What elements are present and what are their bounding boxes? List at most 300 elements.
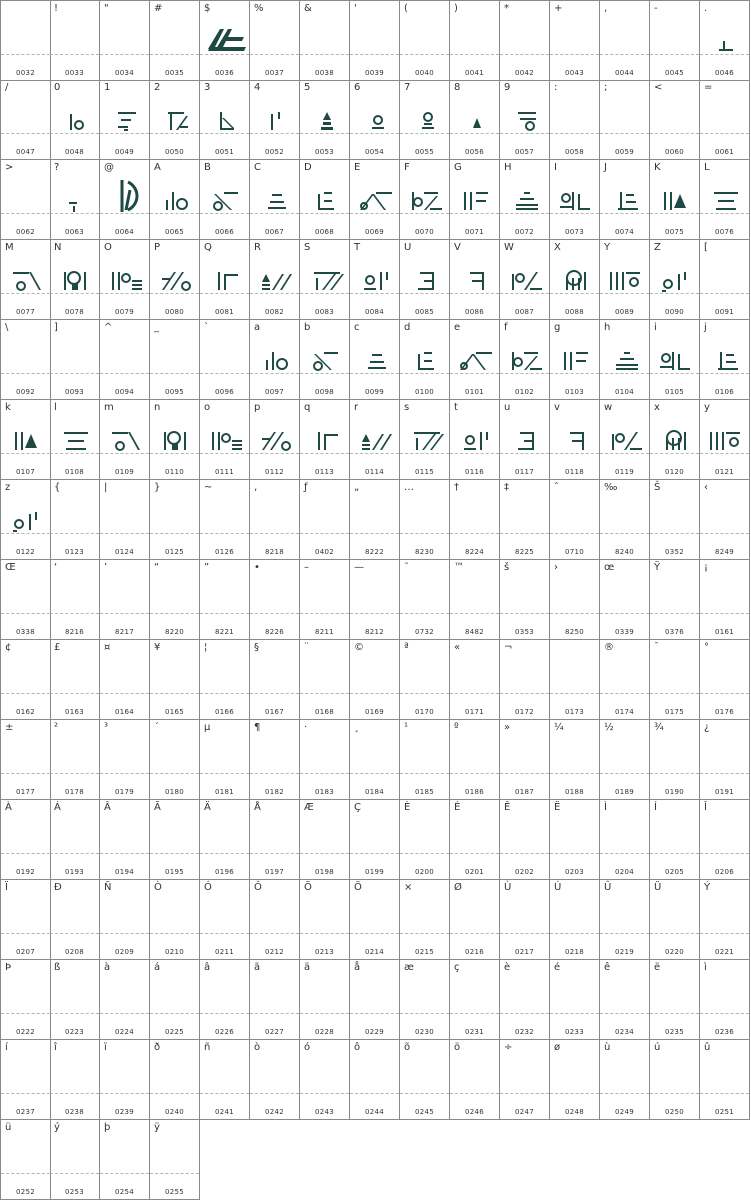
glyph-stroke — [112, 432, 128, 434]
glyph-code-label: 0067 — [264, 228, 284, 236]
glyph-code-label: 0243 — [314, 1108, 334, 1116]
glyph-cell — [50, 640, 100, 720]
glyph-stroke — [730, 438, 738, 446]
baseline-guide — [1, 533, 50, 534]
glyph-stroke — [318, 194, 320, 210]
glyph-code-label: 0376 — [664, 628, 684, 636]
glyph-cell — [500, 400, 550, 480]
glyph-cell — [50, 800, 100, 880]
glyph-stroke — [84, 272, 86, 290]
glyph-stroke — [716, 208, 736, 210]
glyph-character-label: E — [354, 162, 361, 173]
baseline-guide — [550, 933, 599, 934]
baseline-guide — [600, 773, 649, 774]
baseline-guide — [700, 1093, 749, 1094]
glyph-character-label: s — [404, 402, 410, 413]
glyph-cell — [550, 0, 600, 81]
glyph-cell — [500, 960, 550, 1040]
baseline-guide — [1, 773, 50, 774]
glyph-cell — [250, 720, 300, 800]
glyph-cell — [350, 480, 400, 560]
font-glyph-preview — [306, 418, 346, 452]
baseline-guide — [200, 453, 249, 454]
baseline-guide — [600, 373, 649, 374]
glyph-code-label: 0180 — [164, 788, 184, 796]
glyph-stroke — [262, 274, 270, 282]
glyph-cell — [150, 560, 200, 640]
glyph-code-label: 8224 — [464, 548, 484, 556]
glyph-cell — [50, 320, 100, 400]
glyph-stroke — [572, 278, 574, 290]
glyph-code-label: 8222 — [364, 548, 384, 556]
glyph-cell — [300, 960, 350, 1040]
glyph-code-label: 0169 — [364, 708, 384, 716]
glyph-cell — [100, 880, 150, 960]
glyph-code-label: 0047 — [15, 148, 35, 156]
baseline-guide — [1, 1173, 50, 1174]
glyph-character-label: ó — [304, 1042, 311, 1053]
baseline-guide — [400, 293, 449, 294]
font-glyph-preview — [206, 418, 246, 452]
glyph-code-label: 0117 — [514, 468, 534, 476]
baseline-guide — [550, 54, 599, 55]
baseline-guide — [300, 1013, 349, 1014]
glyph-code-label: 0086 — [464, 308, 484, 316]
glyph-cell — [550, 960, 600, 1040]
baseline-guide — [400, 613, 449, 614]
glyph-character-label: ¸ — [354, 722, 359, 733]
baseline-guide — [450, 54, 499, 55]
glyph-stroke — [562, 194, 570, 202]
baseline-guide — [250, 213, 299, 214]
glyph-stroke — [422, 434, 436, 450]
glyph-code-label: 0239 — [114, 1108, 134, 1116]
glyph-cell — [650, 480, 700, 560]
glyph-character-label: ± — [5, 722, 14, 733]
glyph-stroke — [15, 432, 17, 450]
baseline-guide — [550, 213, 599, 214]
glyph-cell — [650, 320, 700, 400]
glyph-stroke — [70, 114, 72, 130]
glyph-cell — [650, 240, 700, 320]
glyph-code-label: 0171 — [464, 708, 484, 716]
glyph-cell — [600, 480, 650, 560]
baseline-guide — [600, 853, 649, 854]
glyph-stroke — [620, 192, 622, 210]
glyph-cell — [550, 720, 600, 800]
glyph-code-label: 8221 — [214, 628, 234, 636]
glyph-cell — [0, 320, 51, 400]
glyph-character-label: I — [554, 162, 557, 173]
glyph-code-label: 0164 — [114, 708, 134, 716]
glyph-code-label: 0054 — [364, 148, 384, 156]
glyph-code-label: 0249 — [614, 1108, 634, 1116]
font-glyph-preview — [156, 418, 196, 452]
glyph-stroke — [277, 359, 287, 369]
glyph-character-label: ù — [604, 1042, 611, 1053]
glyph-code-label: 0077 — [15, 308, 35, 316]
glyph-character-label: F — [404, 162, 410, 173]
glyph-cell — [0, 640, 51, 720]
glyph-character-label: œ — [604, 562, 615, 573]
glyph-code-label: 0062 — [15, 228, 35, 236]
glyph-stroke — [380, 272, 382, 290]
baseline-guide — [350, 213, 399, 214]
glyph-stroke — [72, 284, 78, 290]
glyph-character-label: X — [554, 242, 561, 253]
glyph-cell — [0, 880, 51, 960]
glyph-stroke — [168, 112, 184, 114]
glyph-stroke — [272, 352, 274, 370]
baseline-guide — [150, 133, 199, 134]
baseline-guide — [700, 933, 749, 934]
baseline-guide — [500, 54, 549, 55]
baseline-guide — [450, 533, 499, 534]
glyph-character-label: ¥ — [154, 642, 161, 653]
glyph-character-label: o — [204, 402, 211, 413]
glyph-stroke — [476, 352, 492, 354]
glyph-stroke — [170, 114, 172, 130]
baseline-guide — [150, 693, 199, 694]
glyph-code-label: 0105 — [664, 388, 684, 396]
glyph-cell — [50, 880, 100, 960]
glyph-cell — [650, 80, 700, 160]
glyph-stroke — [719, 49, 733, 51]
glyph-character-label: ® — [604, 642, 614, 653]
glyph-cell — [200, 800, 250, 880]
glyph-character-label: . — [704, 3, 708, 14]
glyph-code-label: 0251 — [714, 1108, 734, 1116]
baseline-guide — [650, 853, 699, 854]
glyph-character-label: b — [304, 322, 311, 333]
glyph-code-label: 0185 — [414, 788, 434, 796]
glyph-code-label: 0221 — [714, 948, 734, 956]
glyph-cell — [100, 400, 150, 480]
glyph-code-label: 0253 — [64, 1188, 84, 1196]
baseline-guide — [200, 693, 249, 694]
glyph-stroke — [714, 192, 738, 194]
baseline-guide — [150, 54, 199, 55]
glyph-character-label: … — [404, 482, 414, 493]
glyph-code-label: 0089 — [614, 308, 634, 316]
glyph-character-label: Ÿ — [654, 562, 661, 573]
font-glyph-preview — [106, 178, 146, 212]
glyph-cell — [700, 880, 750, 960]
baseline-guide — [500, 453, 549, 454]
baseline-guide — [450, 1013, 499, 1014]
glyph-stroke — [424, 196, 438, 210]
glyph-cell — [500, 1040, 550, 1120]
glyph-cell — [400, 560, 450, 640]
glyph-stroke — [224, 192, 238, 194]
glyph-character-label: û — [704, 1042, 711, 1053]
glyph-code-label: 0093 — [64, 388, 84, 396]
glyph-cell — [500, 480, 550, 560]
glyph-stroke — [520, 432, 534, 434]
glyph-stroke — [372, 127, 384, 129]
glyph-cell — [200, 480, 250, 560]
glyph-stroke — [664, 280, 672, 288]
glyph-code-label: 0190 — [664, 788, 684, 796]
glyph-character-label: > — [5, 162, 14, 173]
baseline-guide — [50, 853, 99, 854]
glyph-code-label: 0183 — [314, 788, 334, 796]
glyph-code-label: 0078 — [64, 308, 84, 316]
glyph-code-label: 0124 — [114, 548, 134, 556]
glyph-cell — [150, 0, 200, 81]
glyph-character-label: £ — [54, 642, 61, 653]
glyph-character-label: i — [654, 322, 657, 333]
font-glyph-preview — [606, 338, 646, 372]
glyph-character-label: © — [354, 642, 364, 653]
glyph-character-label: » — [504, 722, 511, 733]
glyph-cell — [0, 80, 51, 160]
baseline-guide — [1, 373, 50, 374]
glyph-stroke — [418, 368, 434, 370]
glyph-cell — [550, 640, 600, 720]
glyph-code-label: 0170 — [414, 708, 434, 716]
baseline-guide — [200, 1093, 249, 1094]
glyph-code-label: 0040 — [414, 69, 434, 77]
glyph-character-label: _ — [154, 322, 159, 333]
glyph-code-label: 0237 — [15, 1108, 35, 1116]
glyph-stroke — [576, 352, 588, 354]
glyph-character-label: ò — [254, 1042, 261, 1053]
glyph-character-label: Ç — [354, 802, 361, 813]
glyph-character-label: µ — [204, 722, 211, 733]
glyph-cell — [100, 320, 150, 400]
glyph-code-label: 0070 — [414, 228, 434, 236]
font-glyph-preview — [456, 418, 496, 452]
glyph-character-label: ? — [54, 162, 60, 173]
glyph-character-label: d — [404, 322, 411, 333]
baseline-guide — [500, 693, 549, 694]
glyph-code-label: 0174 — [614, 708, 634, 716]
baseline-guide — [250, 533, 299, 534]
glyph-character-label: Ú — [554, 882, 562, 893]
glyph-cell — [350, 0, 400, 81]
glyph-cell — [600, 160, 650, 240]
glyph-stroke — [370, 361, 384, 363]
glyph-code-label: 0207 — [15, 948, 35, 956]
glyph-cell — [550, 480, 600, 560]
glyph-cell — [350, 720, 400, 800]
glyph-cell — [150, 880, 200, 960]
baseline-guide — [1, 933, 50, 934]
glyph-stroke — [630, 448, 642, 450]
glyph-code-label: 0187 — [514, 788, 534, 796]
glyph-stroke — [470, 192, 472, 210]
glyph-character-label: { — [54, 482, 61, 493]
glyph-stroke — [321, 127, 333, 130]
glyph-stroke — [124, 129, 128, 131]
glyph-cell — [0, 400, 51, 480]
glyph-cell — [400, 0, 450, 81]
font-glyph-preview — [356, 418, 396, 452]
baseline-guide — [200, 54, 249, 55]
glyph-stroke — [172, 444, 178, 450]
glyph-stroke — [184, 432, 186, 450]
baseline-guide — [550, 613, 599, 614]
baseline-guide — [300, 54, 349, 55]
glyph-stroke — [672, 438, 674, 450]
glyph-character-label: Z — [654, 242, 661, 253]
baseline-guide — [500, 293, 549, 294]
glyph-cell — [550, 800, 600, 880]
baseline-guide — [600, 133, 649, 134]
glyph-cell — [400, 800, 450, 880]
baseline-guide — [450, 293, 499, 294]
glyph-cell — [550, 320, 600, 400]
baseline-guide — [100, 54, 149, 55]
glyph-stroke — [118, 112, 136, 114]
baseline-guide — [1, 54, 50, 55]
glyph-stroke — [118, 126, 128, 128]
glyph-stroke — [472, 354, 486, 370]
glyph-code-label: 0103 — [564, 388, 584, 396]
font-glyph-preview — [106, 258, 146, 292]
baseline-guide — [300, 453, 349, 454]
glyph-code-label: 0184 — [364, 788, 384, 796]
baseline-guide — [500, 773, 549, 774]
glyph-code-label: 0165 — [164, 708, 184, 716]
glyph-character-label: [ — [704, 242, 708, 253]
glyph-character-label: ¡ — [704, 562, 709, 573]
baseline-guide — [350, 54, 399, 55]
glyph-code-label: 0069 — [364, 228, 384, 236]
glyph-character-label: P — [154, 242, 161, 253]
glyph-stroke — [610, 272, 612, 290]
baseline-guide — [700, 293, 749, 294]
glyph-character-label: « — [454, 642, 461, 653]
glyph-cell — [600, 320, 650, 400]
glyph-stroke — [616, 368, 638, 370]
glyph-stroke — [182, 282, 190, 290]
glyph-character-label: n — [154, 402, 161, 413]
glyph-stroke — [530, 288, 542, 290]
glyph-code-label: 0192 — [15, 868, 35, 876]
glyph-character-label: · — [304, 722, 308, 733]
baseline-guide — [550, 693, 599, 694]
baseline-guide — [50, 613, 99, 614]
glyph-code-label: 0214 — [364, 948, 384, 956]
font-glyph-preview — [456, 98, 496, 132]
glyph-cell — [550, 400, 600, 480]
glyph-stroke — [710, 432, 712, 450]
baseline-guide — [50, 1013, 99, 1014]
glyph-cell — [350, 960, 400, 1040]
glyph-character-label: è — [504, 962, 511, 973]
glyph-character-label: V — [454, 242, 461, 253]
baseline-guide — [500, 1093, 549, 1094]
glyph-character-label: ƒ — [304, 482, 308, 493]
glyph-character-label: C — [254, 162, 261, 173]
glyph-character-label: 7 — [404, 82, 411, 93]
glyph-cell — [300, 480, 350, 560]
glyph-code-label: 0095 — [164, 388, 184, 396]
glyph-character-label: ' — [354, 3, 357, 14]
glyph-character-label: D — [304, 162, 312, 173]
glyph-stroke — [316, 278, 318, 290]
glyph-cell — [650, 0, 700, 81]
glyph-character-label: - — [654, 3, 658, 14]
baseline-guide — [450, 933, 499, 934]
glyph-cell — [50, 1040, 100, 1120]
glyph-character-label: 4 — [254, 82, 261, 93]
glyph-code-label: 0079 — [114, 308, 134, 316]
glyph-cell — [700, 0, 750, 81]
glyph-stroke — [35, 512, 37, 520]
glyph-character-label: ë — [654, 962, 661, 973]
glyph-stroke — [162, 272, 176, 290]
glyph-code-label: 0110 — [164, 468, 184, 476]
glyph-cell — [550, 1040, 600, 1120]
glyph-character-label: â — [204, 962, 211, 973]
baseline-guide — [450, 613, 499, 614]
glyph-character-label: ð — [154, 1042, 161, 1053]
font-glyph-preview — [356, 338, 396, 372]
glyph-character-label: ‰ — [604, 482, 618, 493]
glyph-cell — [600, 800, 650, 880]
glyph-character-label: Ò — [154, 882, 162, 893]
glyph-code-label: 0080 — [164, 308, 184, 316]
font-glyph-preview — [256, 418, 296, 452]
glyph-character-label: ) — [454, 3, 458, 14]
baseline-guide — [450, 133, 499, 134]
glyph-stroke — [323, 122, 331, 125]
glyph-character-label: O — [104, 242, 112, 253]
glyph-code-label: 0353 — [514, 628, 534, 636]
glyph-code-label: 0038 — [314, 69, 334, 77]
glyph-stroke — [112, 272, 114, 290]
baseline-guide — [300, 1093, 349, 1094]
glyph-character-label: Û — [604, 882, 612, 893]
glyph-code-label: 0032 — [15, 69, 35, 77]
glyph-cell — [100, 720, 150, 800]
glyph-character-label: É — [454, 802, 461, 813]
glyph-character-label: Í — [654, 802, 657, 813]
glyph-cell — [0, 480, 51, 560]
glyph-code-label: 0208 — [64, 948, 84, 956]
glyph-code-label: 0120 — [664, 468, 684, 476]
glyph-cell — [550, 160, 600, 240]
baseline-guide — [650, 693, 699, 694]
baseline-guide — [600, 293, 649, 294]
font-glyph-preview — [406, 338, 446, 372]
glyph-character-label: š — [504, 562, 510, 573]
glyph-character-label: § — [254, 642, 259, 653]
baseline-guide — [250, 613, 299, 614]
glyph-code-label: 0068 — [314, 228, 334, 236]
font-glyph-preview — [556, 258, 596, 292]
glyph-character-label: ` — [204, 322, 209, 333]
glyph-code-label: 0186 — [464, 788, 484, 796]
baseline-guide — [500, 933, 549, 934]
glyph-cell — [150, 640, 200, 720]
glyph-code-label: 0115 — [414, 468, 434, 476]
font-glyph-preview — [56, 98, 96, 132]
glyph-code-label: 0205 — [664, 868, 684, 876]
glyph-stroke — [314, 362, 322, 370]
glyph-stroke — [282, 442, 290, 450]
glyph-code-label: 0118 — [564, 468, 584, 476]
glyph-stroke — [524, 272, 538, 290]
glyph-character-label: Ê — [504, 802, 511, 813]
baseline-guide — [700, 773, 749, 774]
glyph-code-label: 0217 — [514, 948, 534, 956]
glyph-character-label: † — [454, 482, 459, 493]
baseline-guide — [700, 373, 749, 374]
